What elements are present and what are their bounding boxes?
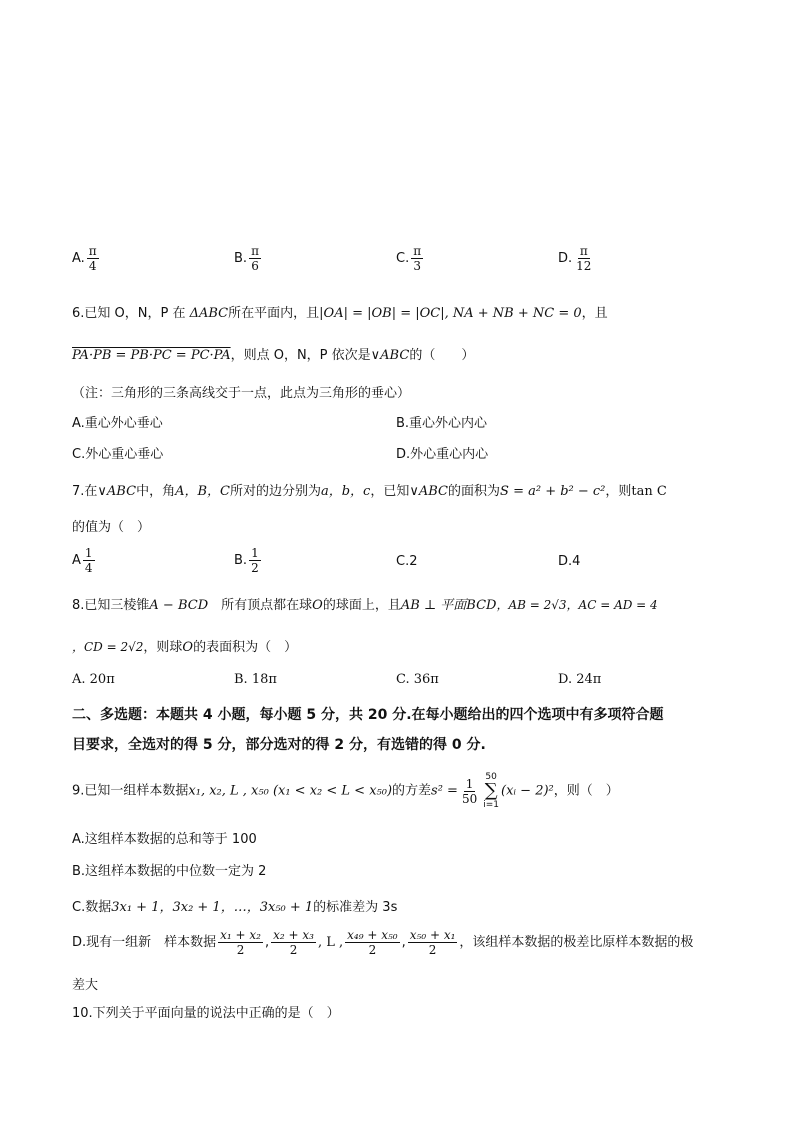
ellipsis: , L , — [317, 935, 344, 950]
sum-upper: 50 — [485, 772, 497, 782]
math-tan: tan C — [631, 484, 667, 499]
q8-option-c: C. 36π — [396, 672, 439, 687]
text: 9.已知一组样本数据 — [72, 783, 189, 799]
text: 的标准差为 3s — [313, 900, 398, 915]
q8-stem-line1 — [72, 594, 658, 613]
q7-option-d: D.4 — [558, 554, 581, 569]
fraction-denominator: 6 — [251, 259, 259, 273]
math-cd-length: ，CD = 2√2 — [72, 640, 144, 654]
fraction-denominator: 2 — [251, 561, 259, 575]
text: 所在平面内，且 — [228, 306, 320, 321]
text: 的球面上，且 — [322, 598, 401, 613]
text: ，则（ ） — [553, 783, 619, 799]
text: 的方差 — [392, 783, 432, 799]
q6-option-b: B.重心外心内心 — [396, 416, 488, 431]
q10-stem: 10.下列关于平面向量的说法中正确的是（ ） — [72, 1006, 340, 1021]
option-label: A — [72, 553, 81, 568]
text: 8.已知三棱锥 — [72, 598, 150, 613]
q7-option-b — [234, 546, 263, 575]
q6-option-c: C.外心重心垂心 — [72, 447, 164, 462]
text: 所有顶点都在球 — [221, 598, 313, 613]
q5-option-c — [396, 244, 425, 273]
option-label: B. — [234, 251, 248, 266]
math-plane: BCD — [466, 598, 497, 613]
option-label: D. — [558, 251, 573, 266]
text: 中，角 — [136, 484, 176, 499]
math-angles: A，B，C — [175, 484, 230, 499]
text: C.数据 — [72, 900, 112, 915]
q9-stem — [72, 772, 619, 810]
fraction-denominator: 2 — [428, 943, 437, 957]
q8-option-d: D. 24π — [558, 672, 602, 687]
text: 6.已知 O，N，P 在 — [72, 306, 186, 321]
fraction-numerator: π — [413, 244, 422, 258]
fraction-numerator: 1 — [84, 546, 93, 560]
q9-option-b: B.这组样本数据的中位数一定为 2 — [72, 864, 267, 879]
q8-option-b: B. 18π — [234, 672, 277, 687]
fraction-numerator: x₄₉ + x₅₀ — [347, 928, 398, 942]
math-data: x₁, x₂, L , x₅₀ (x₁ < x₂ < L < x₅₀) — [188, 783, 393, 799]
fraction-numerator: x₁ + x₂ — [220, 928, 261, 942]
q6-stem-line2 — [72, 344, 474, 363]
fraction-denominator: 3 — [413, 259, 421, 273]
math-sphere-center: O — [182, 640, 194, 655]
math-triangle: ΔABC — [189, 306, 229, 321]
q9-option-d-cont: 差大 — [72, 978, 99, 993]
fraction-denominator: 4 — [88, 259, 97, 273]
option-label: B. — [234, 553, 248, 568]
fraction-numerator: π — [579, 244, 588, 258]
math-equation: PA·PB = PB·PC = PC·PA — [72, 348, 231, 363]
math-triangle: ∨ABC — [370, 348, 410, 363]
fraction-numerator: 1 — [465, 776, 474, 791]
fraction-denominator: 4 — [84, 561, 93, 575]
option-label: A. — [72, 251, 85, 266]
q8-stem-line2 — [72, 636, 297, 655]
text: 的表面积为（ ） — [193, 640, 298, 655]
text: ，则 — [605, 484, 632, 499]
text: 所对的边分别为 — [229, 484, 321, 499]
math-ab-length: ，AB = 2√3 — [496, 598, 567, 612]
option-label: C. — [396, 251, 410, 266]
text: ，该组样本数据的极差比原样本数据的极 — [459, 935, 694, 950]
fraction-numerator: 1 — [251, 546, 259, 560]
math-formula: S = a² + b² − c² — [500, 484, 606, 499]
fraction-denominator: 2 — [368, 943, 377, 957]
math-equation: , NA + NB + NC = 0 — [444, 306, 582, 321]
text: D.现有一组新 样本数据 — [72, 935, 217, 950]
text: 的面积为 — [448, 484, 501, 499]
q7-option-c: C.2 — [396, 554, 418, 569]
math-sides: a，b，c — [320, 484, 371, 499]
math-pyramid: A − BCD — [149, 598, 209, 613]
q7-option-a — [72, 546, 97, 575]
fraction-numerator: x₅₀ + x₁ — [409, 928, 456, 942]
fraction-denominator: 2 — [289, 943, 298, 957]
math-variance: s² = — [431, 783, 458, 799]
q7-stem-line1 — [72, 480, 667, 499]
math-term: (xᵢ − 2)² — [501, 783, 554, 799]
math-ac-length: ，AC = AD = 4 — [566, 598, 658, 612]
sum-lower: i=1 — [483, 800, 500, 810]
section-heading-line2: 目要求，全选对的得 5 分，部分选对的得 2 分，有选错的得 0 分. — [72, 737, 486, 753]
q9-option-d: D.现有一组新 样本数据 $\frac{\text{x₁ + x₂}}{2}$ , $\frac{\text{x₂ + x₃}}{2}$ , L , $\frac{\text{x₄₉ + x₅₀}}{2}$ , $\frac{\text{x₅₀ + x₁}}{2}$ ，该组样本数据的极差比原样本数据的极 — [72, 928, 694, 957]
text: ，则点 O，N，P 依次是 — [230, 348, 371, 363]
q5-option-d — [558, 244, 595, 273]
math-triangle: ∨ABC — [97, 484, 137, 499]
q6-option-a: A.重心外心垂心 — [72, 416, 163, 431]
sum-symbol: ∑ — [484, 780, 498, 801]
summation — [483, 772, 499, 810]
math-perpendicular: AB ⊥ 平面 — [400, 598, 467, 613]
q5-option-a — [72, 244, 101, 273]
math-sphere-center: O — [312, 598, 323, 613]
q9-option-c — [72, 896, 397, 915]
fraction-numerator: π — [251, 244, 259, 258]
q5-option-b — [234, 244, 263, 273]
math-data: 3x₁ + 1，3x₂ + 1，…，3x₅₀ + 1 — [111, 900, 314, 915]
text: ，且 — [581, 306, 608, 321]
q6-note: （注：三角形的三条高线交于一点，此点为三角形的垂心） — [72, 386, 411, 401]
fraction-denominator: 50 — [461, 791, 478, 806]
q7-stem-line2: 的值为（ ） — [72, 520, 151, 535]
fraction-denominator: 12 — [576, 259, 592, 273]
text: ，已知 — [370, 484, 410, 499]
text: 7.在 — [72, 484, 98, 499]
text: ，则球 — [143, 640, 183, 655]
text: 的（ ） — [409, 348, 475, 363]
fraction-denominator: 2 — [236, 943, 245, 957]
math-equation: |OA| = |OB| = |OC| — [319, 306, 445, 321]
section-heading-line1: 二、多选题：本题共 4 小题，每小题 5 分，共 20 分.在每小题给出的四个选项中有多项符合题 — [72, 707, 664, 723]
q8-option-a: A. 20π — [72, 672, 115, 687]
q6-option-d: D.外心重心内心 — [396, 447, 489, 462]
math-triangle: ∨ABC — [409, 484, 449, 499]
fraction-numerator: x₂ + x₃ — [273, 928, 314, 942]
q9-option-a: A.这组样本数据的总和等于 100 — [72, 832, 257, 847]
fraction-numerator: π — [88, 244, 97, 258]
q6-stem-line1 — [72, 302, 608, 321]
